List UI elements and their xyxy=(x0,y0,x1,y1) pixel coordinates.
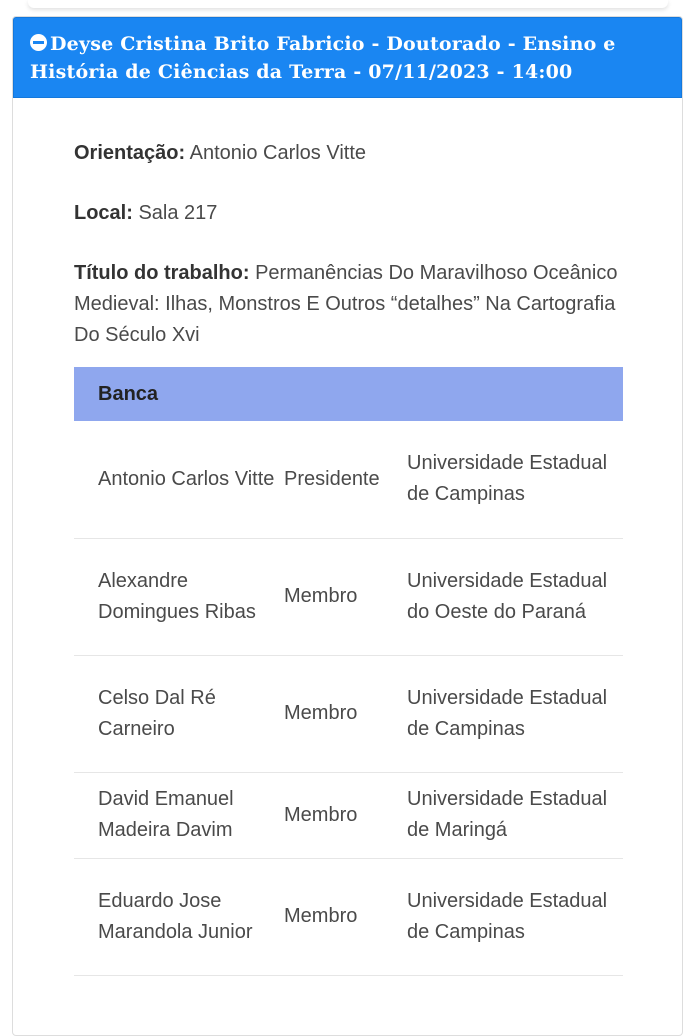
member-role: Membro xyxy=(284,858,407,975)
table-row xyxy=(74,538,623,655)
member-name: David Emanuel Madeira Davim xyxy=(74,772,284,858)
local-value: Sala 217 xyxy=(138,202,218,224)
panel-heading-toggle[interactable] xyxy=(13,17,682,98)
member-role: Membro xyxy=(284,655,407,772)
table-row xyxy=(74,655,623,772)
member-role: Membro xyxy=(284,538,407,655)
member-institution: Universidade Estadual de Campinas xyxy=(407,858,623,975)
member-institution: Universidade Estadual de Maringá xyxy=(407,772,623,858)
table-row xyxy=(74,772,623,858)
banca-table xyxy=(74,367,623,976)
member-role: Membro xyxy=(284,772,407,858)
banca-header-row xyxy=(74,367,623,421)
local-label: Local: xyxy=(74,202,133,224)
member-role: Presidente xyxy=(284,421,407,538)
previous-panel-edge xyxy=(28,0,668,8)
defense-panel xyxy=(12,16,683,1036)
member-name: Celso Dal Ré Carneiro xyxy=(74,655,284,772)
member-name: Antonio Carlos Vitte xyxy=(74,421,284,538)
member-institution: Universidade Estadual de Campinas xyxy=(407,655,623,772)
member-institution: Universidade Estadual do Oeste do Paraná xyxy=(407,538,623,655)
table-row xyxy=(74,421,623,538)
orientacao-field xyxy=(74,138,622,169)
panel-body xyxy=(13,98,682,976)
titulo-field xyxy=(74,258,622,351)
titulo-label: Título do trabalho: xyxy=(74,262,250,284)
local-field xyxy=(74,198,622,229)
member-name: Eduardo Jose Marandola Junior xyxy=(74,858,284,975)
event-heading: Deyse Cristina Brito Fabricio - Doutorado - Ensino e História de Ciências da Terra - 07/11/2023 - 14:00 xyxy=(30,33,616,83)
titulo-value: Permanências Do Maravilhoso Oceânico Medieval: Ilhas, Monstros E Outros “detalhes” Na Cartografia Do Século Xvi xyxy=(74,262,618,346)
banca-header: Banca xyxy=(74,367,623,421)
orientacao-value: Antonio Carlos Vitte xyxy=(189,142,367,164)
collapse-minus-icon[interactable] xyxy=(30,34,47,51)
member-institution: Universidade Estadual de Campinas xyxy=(407,421,623,538)
member-name: Alexandre Domingues Ribas xyxy=(74,538,284,655)
orientacao-label: Orientação: xyxy=(74,142,186,164)
table-row xyxy=(74,858,623,975)
